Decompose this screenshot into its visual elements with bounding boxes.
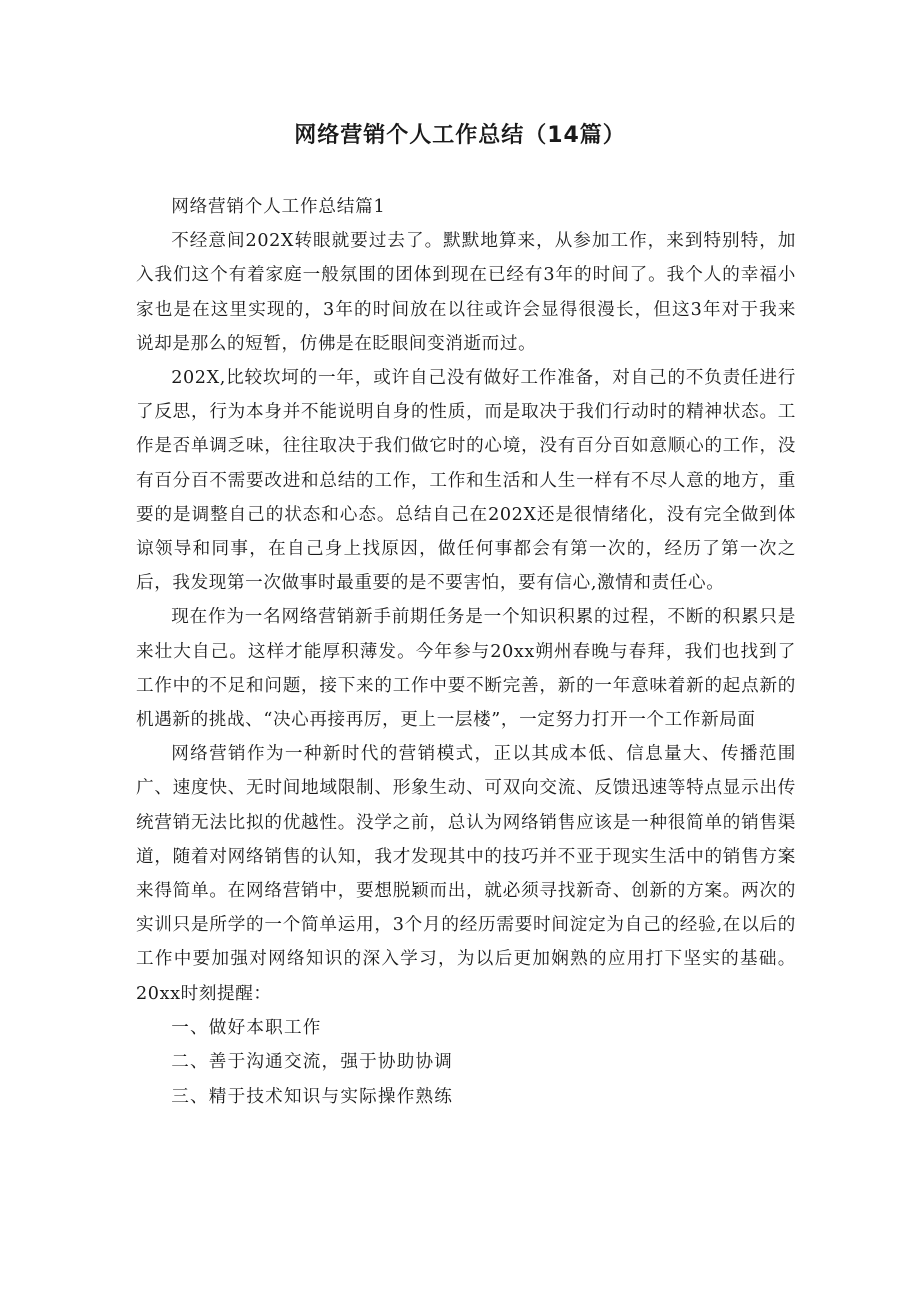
paragraph-1: 不经意间202X转眼就要过去了。默默地算来，从参加工作，来到特别特，加入我们这个有着家庭一般氛围的团体到现在已经有3年的时间了。我个人的幸福小家也是在这里实现的，3年的时间放在以往或许会显得很漫长，但这3年对于我来说却是那么的短暂，仿佛是在眨眼间变消逝而过。 — [136, 231, 796, 354]
paragraph-3: 现在作为一名网络营销新手前期任务是一个知识积累的过程，不断的积累只是来壮大自己。这样才能厚积薄发。今年参与20xx朔州春晚与春拜，我们也找到了工作中的不足和问题，接下来的工作中要不断完善，新的一年意味着新的起点新的机遇新的挑战、“决心再接再厉，更上一层楼”，一定努力打开一个工作新局面 — [136, 607, 796, 731]
document-body — [136, 190, 796, 1114]
paragraph-4: 网络营销作为一种新时代的营销模式，正以其成本低、信息量大、传播范围广、速度快、无时间地域限制、形象生动、可双向交流、反馈迅速等特点显示出传统营销无法比拟的优越性。没学之前，总认为网络销售应该是一种很简单的销售渠道，随着对网络销售的认知，我才发现其中的技巧并不亚于现实生活中的销售方案来得简单。在网络营销中，要想脱颖而出，就必须寻找新奇、创新的方案。两次的实训只是所学的一个简单运用，3个月的经历需要时间淀定为自己的经验,在以后的工作中要加强对网络知识的深入学习，为以后更加娴熟的应用打下坚实的基础。20xx时刻提醒： — [136, 744, 796, 1004]
paragraph-2: 202X,比较坎坷的一年，或许自己没有做好工作准备，对自己的不负责任进行了反思，行为本身并不能说明自身的性质，而是取决于我们行动时的精神状态。工作是否单调乏味，往往取决于我们做它时的心境，没有百分百如意顺心的工作，没有百分百不需要改进和总结的工作，工作和生活和人生一样有不尽人意的地方，重要的是调整自己的状态和心态。总结自己在202X还是很情绪化，没有完全做到体谅领导和同事，在自己身上找原因，做任何事都会有第一次的，经历了第一次之后，我发现第一次做事时最重要的是不要害怕，要有信心,激情和责任心。 — [136, 368, 796, 594]
list-item: 一、做好本职工作 — [171, 1017, 322, 1038]
list-item: 三、精于技术知识与实际操作熟练 — [171, 1086, 454, 1107]
section-heading: 网络营销个人工作总结篇1 — [171, 197, 386, 217]
document-title: 网络营销个人工作总结（14篇） — [294, 123, 626, 148]
list-item: 二、善于沟通交流，强于协助协调 — [171, 1052, 454, 1073]
